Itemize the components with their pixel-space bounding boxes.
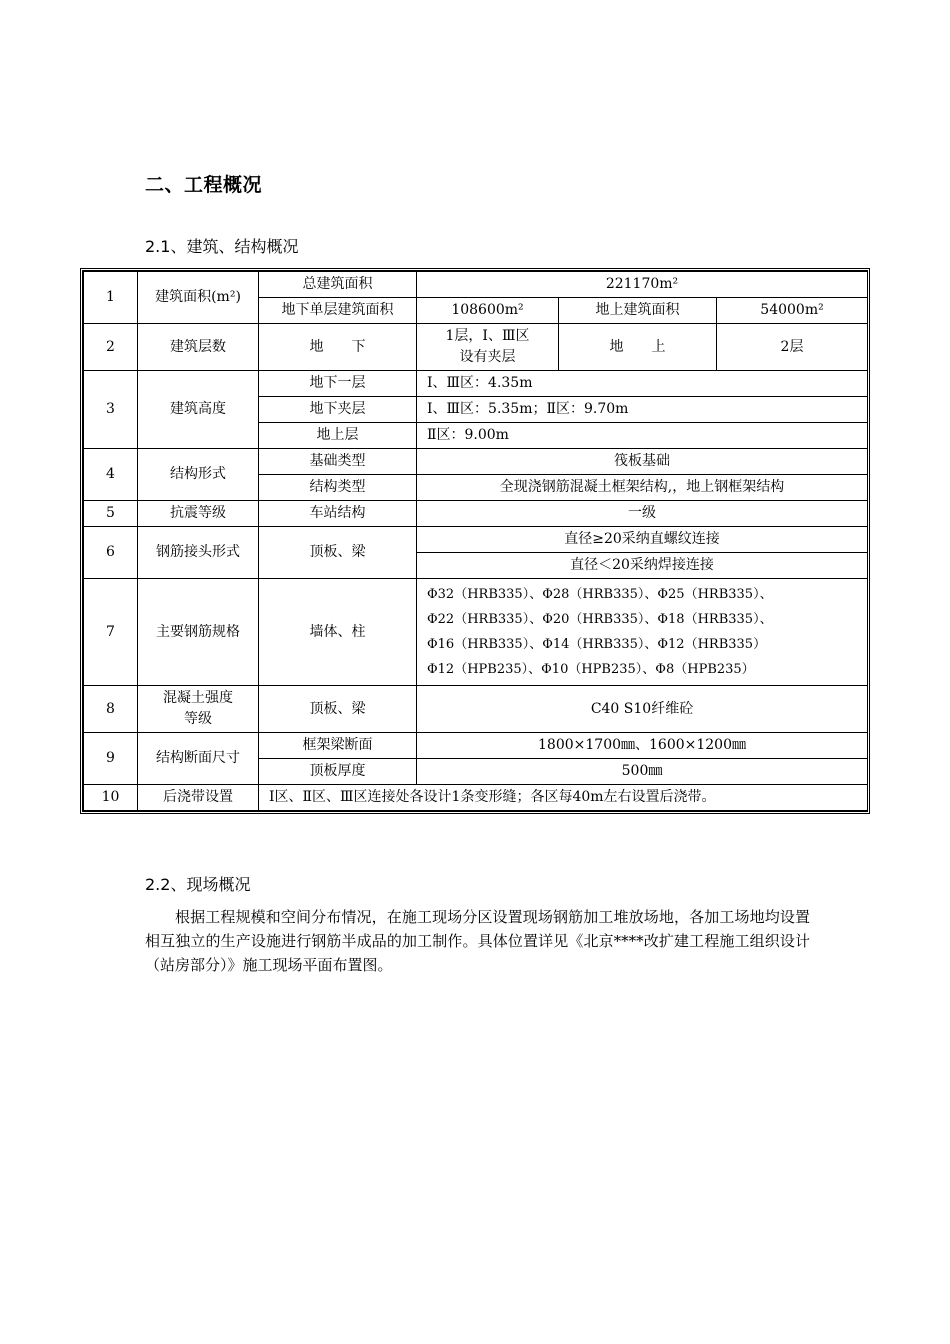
row-number: 4 (84, 449, 138, 501)
cell-value: C40 S10纤维砼 (417, 686, 868, 733)
cell-value: 108600m² (417, 298, 559, 324)
cell-value: Ⅰ、Ⅲ区：5.35m；Ⅱ区：9.70m (417, 397, 868, 423)
row-number: 10 (84, 785, 138, 811)
cell-value-line: 1层，Ⅰ、Ⅲ区 (445, 328, 530, 344)
row-name (138, 686, 259, 733)
cell-value: 2层 (717, 324, 868, 371)
cell-label: 结构类型 (259, 475, 417, 501)
row-name: 后浇带设置 (138, 785, 259, 811)
table-row (84, 527, 868, 553)
row-name: 结构形式 (138, 449, 259, 501)
cell-value: Ⅰ、Ⅲ区：4.35m (417, 371, 868, 397)
cell-label: 总建筑面积 (259, 272, 417, 298)
row-number: 1 (84, 272, 138, 324)
table-row (84, 501, 868, 527)
cell-value (417, 324, 559, 371)
cell-label: 车站结构 (259, 501, 417, 527)
row-number: 8 (84, 686, 138, 733)
table-row (84, 272, 868, 298)
cell-label: 地上层 (259, 423, 417, 449)
cell-value: 全现浇钢筋混凝土框架结构,，地上钢框架结构 (417, 475, 868, 501)
row-name: 钢筋接头形式 (138, 527, 259, 579)
cell-label: 地下一层 (259, 371, 417, 397)
row-name: 建筑面积(m²) (138, 272, 259, 324)
row-name: 结构断面尺寸 (138, 733, 259, 785)
cell-label: 顶板、梁 (259, 686, 417, 733)
overview-table (80, 268, 870, 814)
row-name-line: 混凝土强度 (163, 690, 233, 706)
row-number: 2 (84, 324, 138, 371)
cell-value: 221170m² (417, 272, 868, 298)
cell-label: 墙体、柱 (259, 579, 417, 686)
table-row (84, 733, 868, 759)
section-title-2-2: 2.2、现场概况 (145, 875, 251, 894)
table-row (84, 686, 868, 733)
row-number: 6 (84, 527, 138, 579)
cell-label: 地下夹层 (259, 397, 417, 423)
cell-value: 直径≥20采纳直螺纹连接 (417, 527, 868, 553)
page-heading: 二、工程概况 (145, 174, 263, 196)
rebar-spec-list (417, 579, 868, 686)
cell-label: 基础类型 (259, 449, 417, 475)
table-row (84, 324, 868, 371)
cell-value: Ⅱ区：9.00m (417, 423, 868, 449)
cell-value: 54000m² (717, 298, 868, 324)
row-number: 5 (84, 501, 138, 527)
row-number: 7 (84, 579, 138, 686)
rebar-spec-line: Φ22（HRB335）、Φ20（HRB335）、Φ18（HRB335）、 (427, 612, 773, 627)
rebar-spec-line: Φ32（HRB335）、Φ28（HRB335）、Φ25（HRB335）、 (427, 587, 773, 602)
cell-value: Ⅰ区、Ⅱ区、Ⅲ区连接处各设计1条变形缝；各区每40m左右设置后浇带。 (259, 785, 868, 811)
rebar-spec-line: Φ16（HRB335）、Φ14（HRB335）、Φ12（HRB335） (427, 637, 767, 652)
row-number: 9 (84, 733, 138, 785)
row-name: 主要钢筋规格 (138, 579, 259, 686)
cell-value: 一级 (417, 501, 868, 527)
cell-label: 顶板、梁 (259, 527, 417, 579)
cell-value: 筏板基础 (417, 449, 868, 475)
cell-label: 地下单层建筑面积 (259, 298, 417, 324)
table-row (84, 449, 868, 475)
row-name: 抗震等级 (138, 501, 259, 527)
cell-label: 地 上 (559, 324, 717, 371)
row-name-line: 等级 (184, 711, 212, 727)
cell-label: 地 下 (259, 324, 417, 371)
row-number: 3 (84, 371, 138, 449)
rebar-spec-line: Φ12（HPB235）、Φ10（HPB235）、Φ8（HPB235） (427, 662, 755, 677)
cell-label: 顶板厚度 (259, 759, 417, 785)
cell-value-line: 设有夹层 (459, 349, 516, 365)
table-row (84, 579, 868, 686)
cell-value: 直径＜20采纳焊接连接 (417, 553, 868, 579)
row-name: 建筑高度 (138, 371, 259, 449)
cell-value: 500㎜ (417, 759, 868, 785)
table-row (84, 371, 868, 397)
table-row (84, 785, 868, 811)
cell-label: 地上建筑面积 (559, 298, 717, 324)
section-title-2-1: 2.1、建筑、结构概况 (145, 237, 299, 256)
cell-label: 框架梁断面 (259, 733, 417, 759)
row-name: 建筑层数 (138, 324, 259, 371)
cell-value: 1800×1700㎜、1600×1200㎜ (417, 733, 868, 759)
site-overview-paragraph: 根据工程规模和空间分布情况，在施工现场分区设置现场钢筋加工堆放场地，各加工场地均设置相互独立的生产设施进行钢筋半成品的加工制作。具体位置详见《北京****改扩建工程施工组织设计（站房部分）》施工现场平面布置图。 (145, 908, 810, 974)
